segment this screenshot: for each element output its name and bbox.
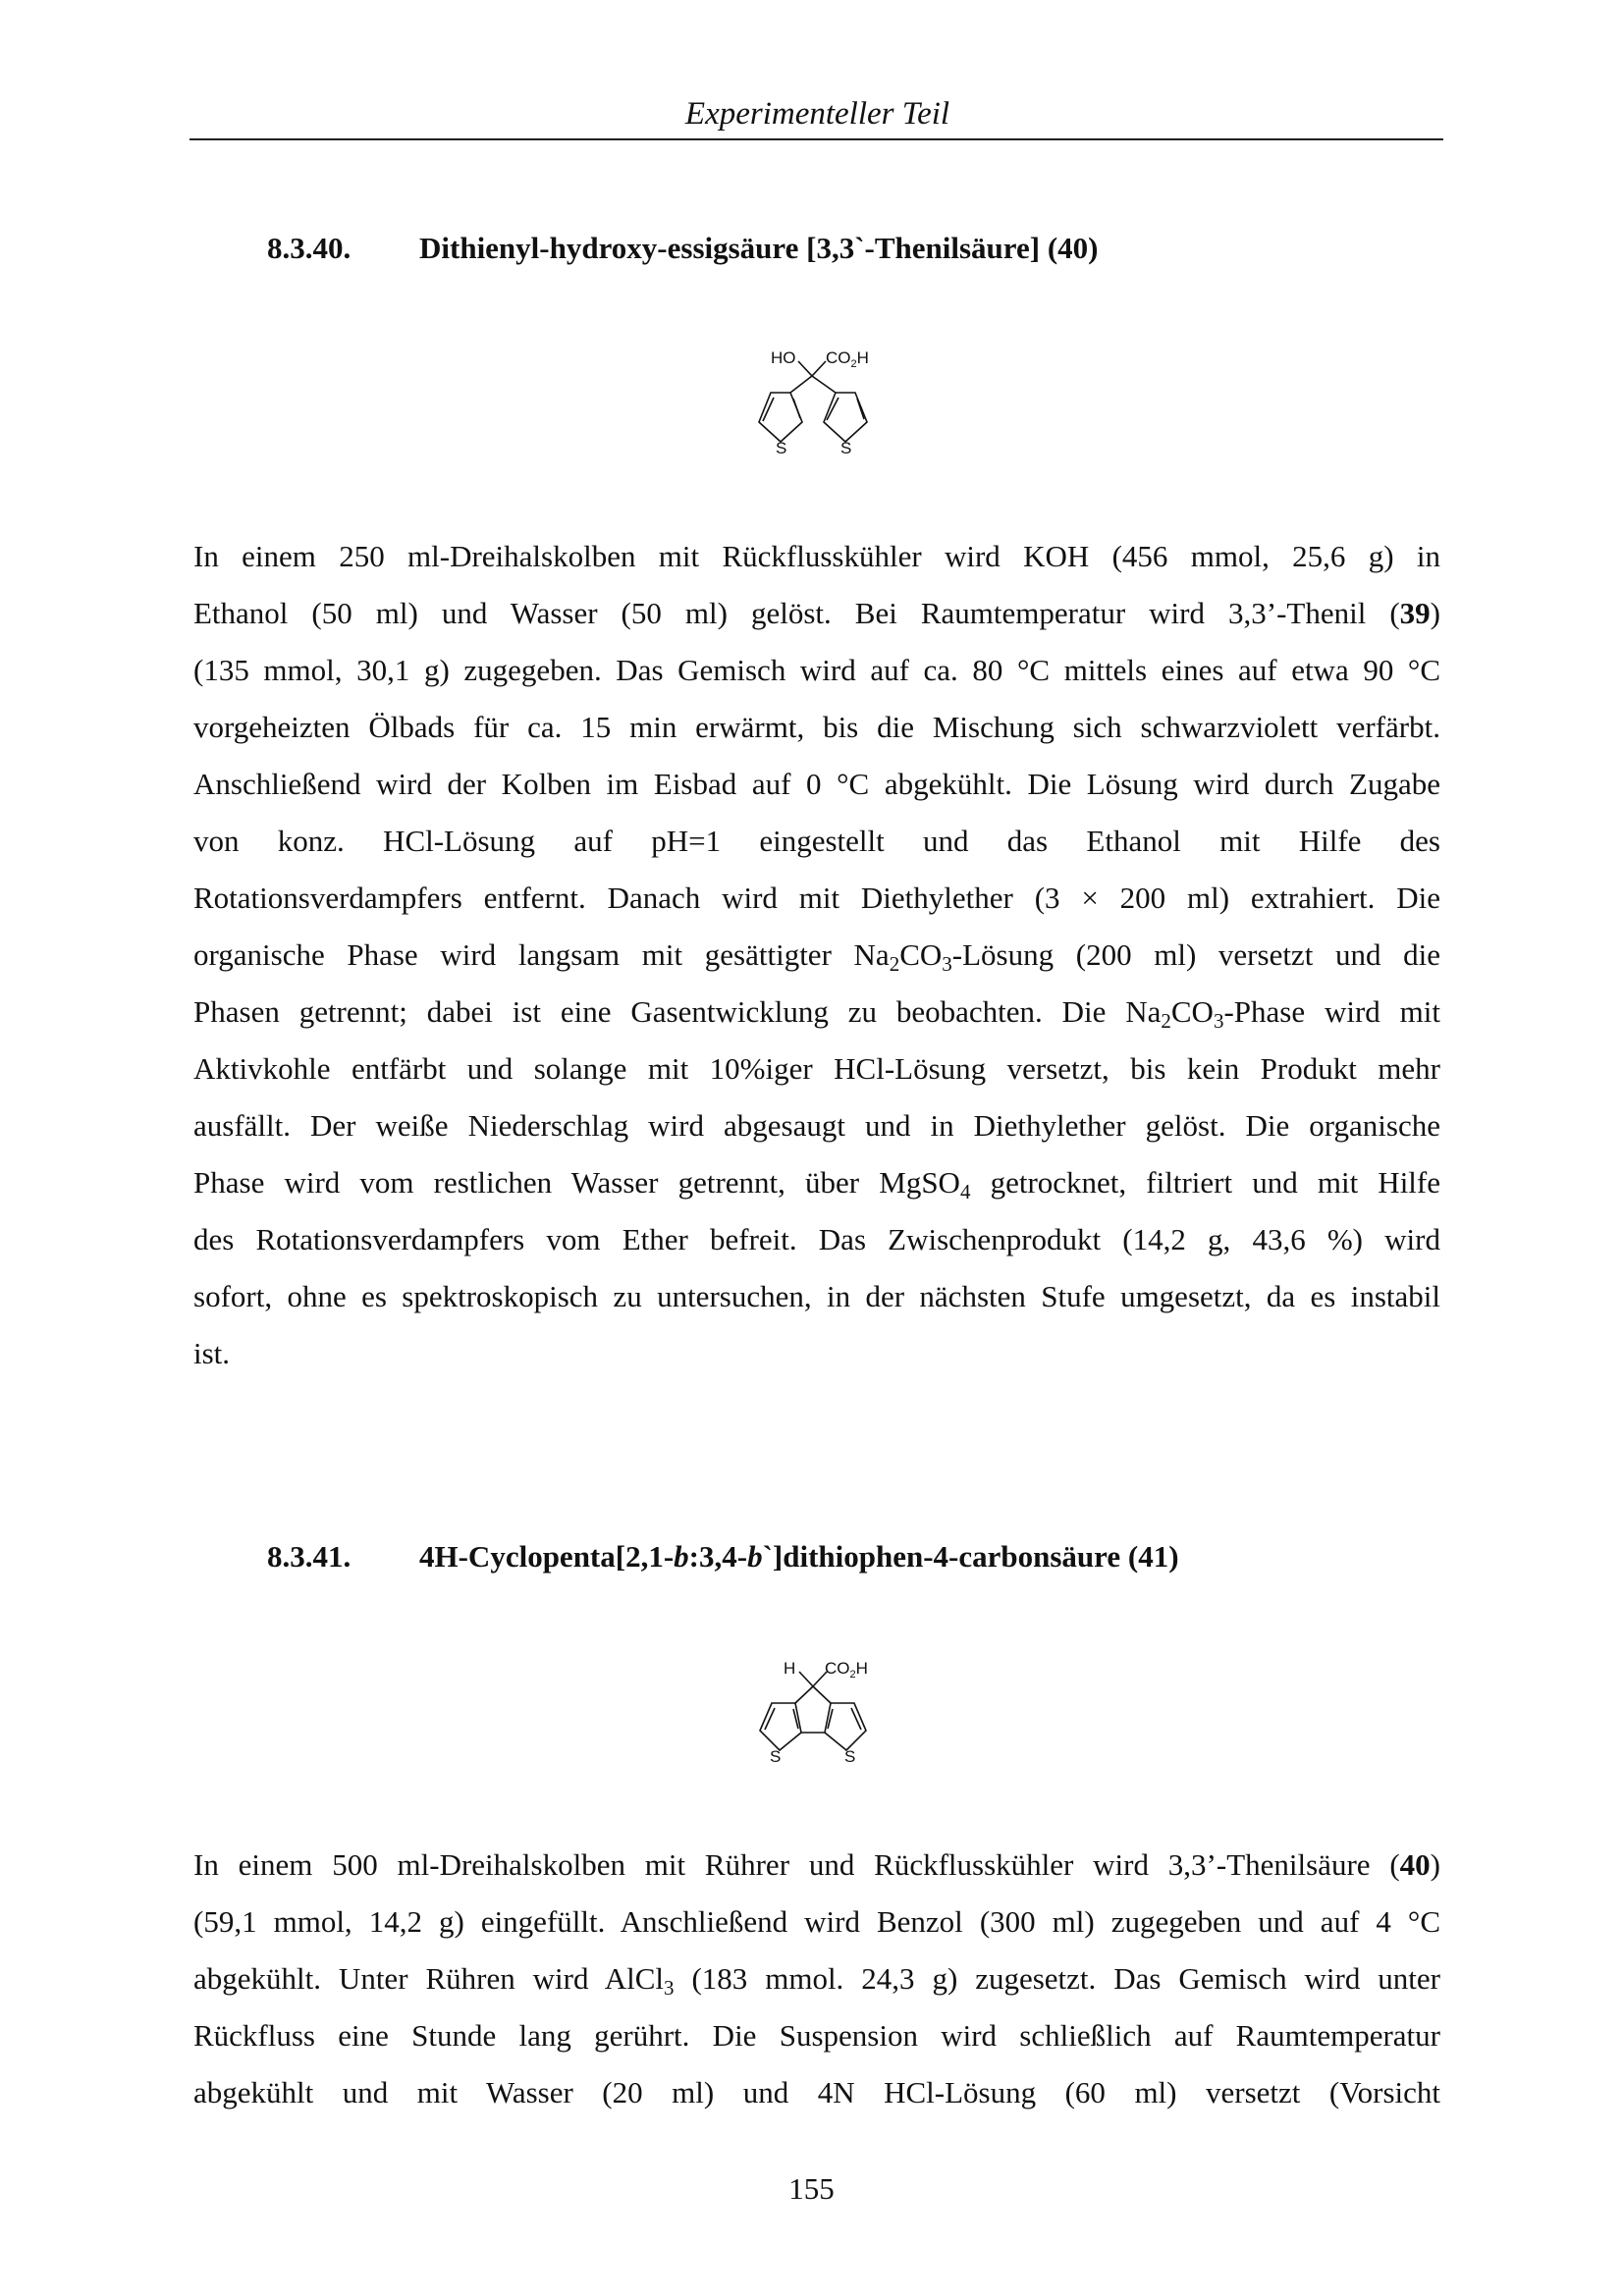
paragraph-8-3-41: In einem 500 ml-Dreihalskolben mit Rührer und Rückflusskühler wird 3,3’-Thenilsäure (40) (59,1 mmol, 14,2 g) eingefüllt. Anschließend wird Benzol (300 ml) zugegeben und auf 4 °C abgekühlt. Unter Rühren wird AlCl$_3$ (183 mmol. 24,3 g) zugesetzt. Das Gemisch wird unter Rückfluss eine Stunde lang gerührt. Die Suspension wird schließlich auf Raumtemperatur abgekühlt und mit Wasser (20 ml) und 4N HCl-Lösung (60 ml) versetzt (Vorsicht — [193, 1847, 1440, 2109]
svg-text:S: S — [770, 1747, 782, 1766]
section-heading-8-3-40 — [267, 229, 1098, 268]
running-header: Experimenteller Teil — [684, 96, 950, 132]
paragraph-8-3-40: In einem 250 ml-Dreihalskolben mit Rückflusskühler wird KOH (456 mmol, 25,6 g) in Ethanol (50 ml) und Wasser (50 ml) gelöst. Bei Raumtemperatur wird 3,3’-Thenil (39) (135 mmol, 30,1 g) zugegeben. Das Gemisch wird auf ca. 80 °C mittels eines auf etwa 90 °C vorgeheizten Ölbads für ca. 15 min erwärmt, bis die Mischung sich schwarzviolett verfärbt. Anschließend wird der Kolben im Eisbad auf 0 °C abgekühlt. Die Lösung wird durch Zugabe von konz. HCl-Lösung auf pH=1 eingestellt und das Ethanol mit Hilfe des Rotationsverdampfers entfernt. Danach wird mit Diethylether (3 × 200 ml) extrahiert. Die organische Phase wird langsam mit gesättigter $Na_2CO_3$-Lösung (200 ml) versetzt und die Phasen getrennt; dabei ist eine Gasentwicklung zu beobachten. Die $Na_2CO_3$-Phase wird mit Aktivkohle entfärbt und solange mit 10%iger HCl-Lösung versetzt, bis kein Produkt mehr ausfällt. Der weiße Niederschlag wird abgesaugt und in Diethylether gelöst. Die organische Phase wird vom restlichen Wasser getrennt, über MgSO$_4$ getrocknet, filtriert und mit Hilfe des Rotationsverdampfers vom Ether befreit. Das Zwischenprodukt (14,2 g, 43,6 %) wird sofort, ohne es spektroskopisch zu untersuchen, in der nächsten Stufe umgesetzt, da es instabil ist. — [193, 539, 1441, 1370]
header-rule — [189, 138, 1443, 140]
section-title: 4H-Cyclopenta[2,1-b:3,4-b`]dithiophen-4-carbonsäure (41) — [419, 1539, 1179, 1574]
svg-text:S: S — [840, 439, 852, 457]
svg-text:CO2H: $CO_2H$ — [826, 348, 869, 370]
structure-cyclopentadithiophen — [736, 1654, 903, 1772]
svg-text:H: H — [784, 1659, 796, 1678]
structure-thenilsaeure — [741, 344, 898, 466]
section-number: 8.3.41. — [267, 1539, 352, 1574]
label-ho: HO — [771, 348, 796, 367]
section-heading-8-3-41 — [267, 1537, 1179, 1576]
section-number: 8.3.40. — [267, 231, 352, 265]
svg-text:CO2H: $CO_2H$ — [825, 1659, 868, 1681]
svg-text:S: S — [776, 439, 787, 457]
svg-text:S: S — [844, 1747, 856, 1766]
section-title: Dithienyl-hydroxy-essigsäure [3,3`-Thenilsäure] (40) — [419, 231, 1099, 265]
page-number: 155 — [788, 2171, 835, 2206]
